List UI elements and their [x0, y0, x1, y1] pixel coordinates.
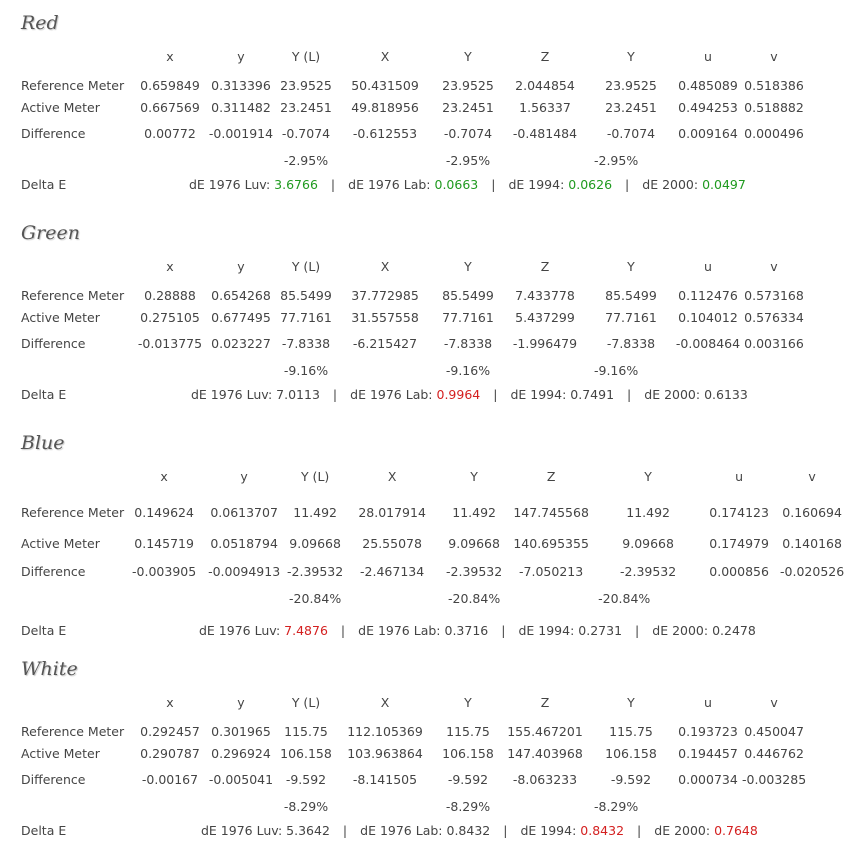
- percent-cell: -9.16%: [445, 362, 491, 378]
- value-cell: 106.158: [280, 745, 332, 761]
- percent-cell: [742, 359, 806, 381]
- column-header: X: [387, 468, 397, 484]
- delta-e-metric-label: dE 1976 Lab:: [358, 623, 441, 638]
- value-cell: 0.290787: [140, 745, 200, 761]
- row-label: [16, 149, 134, 171]
- value-cell: -1.996479: [512, 336, 578, 351]
- column-header: y: [240, 468, 248, 484]
- separator: |: [625, 177, 630, 192]
- delta-e-row: [21, 387, 748, 402]
- column-header: X: [380, 258, 390, 274]
- column-header: y: [237, 258, 245, 274]
- value-cell: 85.5499: [442, 287, 494, 303]
- column-header: y: [237, 694, 245, 710]
- delta-e-metric-value: 0.8432: [580, 823, 625, 838]
- percent-cell: -8.29%: [594, 798, 639, 814]
- percent-cell: -2.95%: [445, 152, 491, 168]
- value-cell: 85.5499: [605, 287, 657, 303]
- value-cell: 0.292457: [140, 723, 200, 739]
- row-label: Reference Meter: [21, 77, 125, 93]
- value-cell: -2.467134: [360, 564, 425, 579]
- value-cell: 0.174123: [709, 504, 769, 520]
- active-row: [16, 96, 806, 118]
- column-header: Y (L): [300, 468, 330, 484]
- separator: |: [330, 177, 336, 192]
- percent-row: [16, 795, 806, 817]
- value-cell: 0.0613707: [210, 504, 278, 520]
- percent-cell: -2.95%: [283, 152, 329, 168]
- delta-e-metric-value: 0.2478: [712, 623, 756, 638]
- delta-e-metric-value: 0.0497: [702, 177, 746, 192]
- separator: |: [503, 823, 508, 838]
- section-title: Blue: [21, 432, 65, 454]
- value-cell: 23.9525: [280, 77, 332, 93]
- row-label: Active Meter: [21, 99, 100, 115]
- percent-row: [16, 149, 806, 171]
- value-cell: -0.003285: [742, 772, 807, 787]
- column-header: x: [166, 48, 174, 64]
- value-cell: 0.296924: [211, 745, 271, 761]
- delta-e-metric-label: dE 1994:: [510, 387, 567, 402]
- separator: |: [501, 623, 506, 638]
- value-cell: -0.001914: [208, 126, 274, 141]
- value-cell: 115.75: [446, 723, 490, 739]
- section-title: Green: [21, 222, 80, 244]
- column-header: u: [704, 48, 712, 64]
- percent-cell: [502, 149, 588, 171]
- value-cell: -2.39532: [620, 564, 677, 579]
- value-cell: -0.005041: [208, 772, 274, 787]
- column-header: x: [166, 694, 174, 710]
- column-header: X: [380, 694, 390, 710]
- value-cell: -9.592: [285, 772, 327, 787]
- column-header: Y: [644, 468, 652, 484]
- percent-cell: [502, 359, 588, 381]
- column-header: u: [704, 258, 712, 274]
- delta-e-metric-value: 0.7491: [570, 387, 615, 402]
- row-label: [16, 587, 124, 609]
- value-cell: -0.7074: [281, 126, 331, 141]
- value-cell: -0.020526: [780, 564, 845, 579]
- value-cell: -0.7074: [606, 126, 656, 141]
- value-cell: 0.000496: [744, 126, 804, 141]
- column-header: Y: [470, 468, 478, 484]
- column-header: Z: [540, 694, 550, 710]
- value-cell: 0.576334: [744, 309, 804, 325]
- value-cell: 7.433778: [515, 287, 575, 303]
- delta-e-values: [199, 623, 756, 638]
- percent-cell: [206, 149, 276, 171]
- value-cell: 0.174979: [709, 535, 769, 551]
- delta-e-values: [189, 177, 746, 192]
- delta-e-metric-value: 0.8432: [446, 823, 491, 838]
- percent-cell: -20.84%: [448, 590, 501, 606]
- active-row: [16, 306, 806, 328]
- column-header: y: [237, 48, 245, 64]
- value-cell: 11.492: [452, 504, 496, 520]
- value-cell: 25.55078: [362, 535, 422, 551]
- delta-e-metric-label: dE 2000:: [654, 823, 711, 838]
- value-cell: -0.0094913: [208, 564, 281, 579]
- separator: |: [332, 387, 338, 402]
- percent-cell: [704, 587, 774, 609]
- value-cell: 77.7161: [442, 309, 494, 325]
- delta-e-row: [21, 177, 746, 192]
- value-cell: -0.008464: [675, 336, 741, 351]
- delta-e-metric-value: 7.0113: [276, 387, 320, 402]
- value-cell: 49.818956: [351, 99, 419, 115]
- delta-e-row: [21, 623, 756, 638]
- row-label: [16, 458, 124, 494]
- metrics-table: [16, 248, 806, 381]
- delta-e-label: Delta E: [21, 177, 67, 192]
- row-label: Difference: [21, 564, 86, 579]
- delta-e-metric-value: 0.0663: [434, 177, 479, 192]
- percent-cell: [134, 795, 206, 817]
- percent-cell: [674, 795, 742, 817]
- value-cell: 0.518882: [744, 99, 804, 115]
- column-header: Y (L): [291, 694, 321, 710]
- value-cell: 115.75: [609, 723, 653, 739]
- value-cell: 0.485089: [678, 77, 738, 93]
- difference-row: [16, 764, 806, 795]
- value-cell: 0.000734: [678, 772, 738, 787]
- value-cell: 0.677495: [211, 309, 271, 325]
- metrics-table: [16, 38, 806, 171]
- value-cell: 28.017914: [358, 504, 426, 520]
- row-label: Difference: [21, 772, 86, 787]
- value-cell: 0.160694: [782, 504, 842, 520]
- percent-cell: [204, 587, 284, 609]
- column-header: x: [166, 258, 174, 274]
- delta-e-metric-label: dE 1994:: [520, 823, 577, 838]
- value-cell: 23.2451: [280, 99, 332, 115]
- value-cell: 23.2451: [605, 99, 657, 115]
- value-cell: 77.7161: [605, 309, 657, 325]
- metrics-table: [16, 458, 850, 609]
- delta-e-metric-value: 3.6766: [274, 177, 318, 192]
- value-cell: 0.311482: [211, 99, 271, 115]
- section-title: White: [21, 658, 78, 680]
- delta-e-metric-value: 0.2731: [578, 623, 623, 638]
- percent-cell: [124, 587, 204, 609]
- value-cell: 77.7161: [280, 309, 332, 325]
- value-cell: 0.0518794: [210, 535, 278, 551]
- value-cell: 1.56337: [519, 99, 571, 115]
- value-cell: 23.9525: [442, 77, 494, 93]
- column-header: Z: [540, 48, 550, 64]
- value-cell: 112.105369: [347, 723, 423, 739]
- row-label: [16, 359, 134, 381]
- header-row: [16, 248, 806, 284]
- delta-e-metric-label: dE 1994:: [508, 177, 565, 192]
- value-cell: 0.275105: [140, 309, 200, 325]
- value-cell: -0.003905: [132, 564, 197, 579]
- column-header: Y: [464, 258, 472, 274]
- value-cell: 0.28888: [144, 287, 196, 303]
- difference-row: [16, 118, 806, 149]
- value-cell: 0.573168: [744, 287, 804, 303]
- value-cell: -0.013775: [137, 336, 203, 351]
- row-label: Active Meter: [21, 309, 100, 325]
- value-cell: 0.145719: [134, 535, 194, 551]
- reference-row: [16, 74, 806, 96]
- column-header: v: [808, 468, 816, 484]
- value-cell: -2.39532: [446, 564, 503, 579]
- column-header: Y: [627, 694, 635, 710]
- value-cell: 147.745568: [513, 504, 589, 520]
- column-header: x: [160, 468, 168, 484]
- delta-e-metric-label: dE 1976 Luv:: [199, 623, 281, 638]
- metrics-table: [16, 684, 806, 817]
- percent-cell: [502, 795, 588, 817]
- percent-cell: -9.16%: [594, 362, 639, 378]
- percent-cell: -20.84%: [289, 590, 342, 606]
- column-header: Y (L): [291, 258, 321, 274]
- percent-cell: [206, 359, 276, 381]
- column-header: u: [704, 694, 712, 710]
- value-cell: 0.494253: [678, 99, 738, 115]
- delta-e-metric-label: dE 1976 Lab:: [348, 177, 431, 192]
- separator: |: [493, 387, 498, 402]
- delta-e-metric-label: dE 1976 Luv:: [189, 177, 271, 192]
- row-label: Reference Meter: [21, 287, 125, 303]
- value-cell: 2.044854: [515, 77, 575, 93]
- percent-cell: -2.95%: [594, 152, 639, 168]
- header-row: [16, 684, 806, 720]
- value-cell: 0.659849: [140, 77, 200, 93]
- percent-cell: [134, 359, 206, 381]
- row-label: Reference Meter: [21, 723, 125, 739]
- percent-row: [16, 359, 806, 381]
- value-cell: 0.301965: [211, 723, 271, 739]
- value-cell: 0.112476: [678, 287, 738, 303]
- row-label: Active Meter: [21, 745, 100, 761]
- row-label: Difference: [21, 126, 86, 141]
- row-label: Active Meter: [21, 535, 100, 551]
- value-cell: 23.2451: [442, 99, 494, 115]
- delta-e-metric-value: 7.4876: [284, 623, 328, 638]
- delta-e-metric-value: 0.6133: [704, 387, 748, 402]
- value-cell: -7.8338: [606, 336, 656, 351]
- percent-cell: -9.16%: [283, 362, 329, 378]
- column-header: v: [770, 48, 778, 64]
- value-cell: 0.313396: [211, 77, 271, 93]
- delta-e-metric-value: 0.9964: [436, 387, 481, 402]
- difference-row: [16, 328, 806, 359]
- value-cell: 0.149624: [134, 504, 194, 520]
- delta-e-metric-label: dE 1976 Luv:: [201, 823, 283, 838]
- reference-row: [16, 720, 806, 742]
- row-label: Difference: [21, 336, 86, 351]
- percent-row: [16, 587, 850, 609]
- delta-e-label: Delta E: [21, 623, 67, 638]
- column-header: X: [380, 48, 390, 64]
- separator: |: [342, 823, 348, 838]
- value-cell: 103.963864: [347, 745, 423, 761]
- value-cell: 155.467201: [507, 723, 583, 739]
- percent-cell: [336, 795, 434, 817]
- delta-e-metric-value: 5.3642: [286, 823, 330, 838]
- value-cell: 147.403968: [507, 745, 583, 761]
- value-cell: 9.09668: [448, 535, 500, 551]
- percent-cell: -20.84%: [598, 590, 651, 606]
- column-header: Y: [464, 694, 472, 710]
- percent-cell: [742, 795, 806, 817]
- value-cell: 5.437299: [515, 309, 575, 325]
- percent-cell: -8.29%: [283, 798, 329, 814]
- delta-e-row: [21, 823, 758, 838]
- value-cell: 9.09668: [622, 535, 674, 551]
- percent-cell: [774, 587, 850, 609]
- column-header: v: [770, 694, 778, 710]
- separator: |: [637, 823, 642, 838]
- value-cell: 9.09668: [289, 535, 341, 551]
- delta-e-metric-value: 0.3716: [444, 623, 489, 638]
- delta-e-metric-value: 0.7648: [714, 823, 758, 838]
- delta-e-metric-label: dE 1994:: [518, 623, 575, 638]
- percent-cell: [742, 149, 806, 171]
- separator: |: [627, 387, 632, 402]
- value-cell: 31.557558: [351, 309, 419, 325]
- value-cell: 106.158: [605, 745, 657, 761]
- row-label: [16, 795, 134, 817]
- delta-e-metric-label: dE 2000:: [644, 387, 701, 402]
- value-cell: -6.215427: [352, 336, 418, 351]
- value-cell: 11.492: [293, 504, 337, 520]
- value-cell: 0.667569: [140, 99, 200, 115]
- percent-cell: [346, 587, 438, 609]
- delta-e-metric-label: dE 2000:: [642, 177, 699, 192]
- value-cell: 0.194457: [678, 745, 738, 761]
- value-cell: 115.75: [284, 723, 328, 739]
- value-cell: 0.023227: [211, 336, 271, 351]
- column-header: Y: [464, 48, 472, 64]
- reference-row: [16, 494, 850, 530]
- difference-row: [16, 556, 850, 587]
- value-cell: 11.492: [626, 504, 670, 520]
- delta-e-metric-label: dE 1976 Luv:: [191, 387, 273, 402]
- value-cell: 0.446762: [744, 745, 804, 761]
- percent-cell: -8.29%: [445, 798, 491, 814]
- column-header: u: [735, 468, 744, 484]
- percent-cell: [134, 149, 206, 171]
- value-cell: 85.5499: [280, 287, 332, 303]
- percent-cell: [206, 795, 276, 817]
- value-cell: 106.158: [442, 745, 494, 761]
- delta-e-metric-label: dE 1976 Lab:: [350, 387, 433, 402]
- percent-cell: [674, 149, 742, 171]
- active-row: [16, 530, 850, 556]
- row-label: [16, 38, 134, 74]
- header-row: [16, 458, 850, 494]
- value-cell: 0.00772: [144, 126, 196, 141]
- value-cell: 140.695355: [513, 535, 589, 551]
- value-cell: -2.39532: [287, 564, 344, 579]
- column-header: Z: [540, 258, 550, 274]
- value-cell: 0.518386: [744, 77, 804, 93]
- row-label: [16, 684, 134, 720]
- column-header: Z: [546, 468, 556, 484]
- delta-e-metric-label: dE 2000:: [652, 623, 709, 638]
- separator: |: [340, 623, 346, 638]
- column-header: Y: [627, 48, 635, 64]
- value-cell: 0.654268: [211, 287, 271, 303]
- value-cell: -8.063233: [512, 772, 578, 787]
- delta-e-metric-value: 0.0626: [568, 177, 613, 192]
- column-header: Y (L): [291, 48, 321, 64]
- value-cell: -7.8338: [443, 336, 493, 351]
- value-cell: -9.592: [610, 772, 652, 787]
- value-cell: -9.592: [447, 772, 489, 787]
- delta-e-values: [201, 823, 758, 838]
- row-label: Reference Meter: [21, 504, 125, 520]
- percent-cell: [336, 359, 434, 381]
- value-cell: -0.612553: [352, 126, 418, 141]
- value-cell: 37.772985: [351, 287, 419, 303]
- value-cell: -7.050213: [519, 564, 584, 579]
- reference-row: [16, 284, 806, 306]
- value-cell: 0.104012: [678, 309, 738, 325]
- section-title: Red: [21, 12, 59, 34]
- value-cell: -7.8338: [281, 336, 331, 351]
- percent-cell: [674, 359, 742, 381]
- delta-e-values: [191, 387, 748, 402]
- value-cell: -0.7074: [443, 126, 493, 141]
- delta-e-metric-label: dE 1976 Lab:: [360, 823, 443, 838]
- value-cell: 0.193723: [678, 723, 738, 739]
- value-cell: -0.481484: [512, 126, 578, 141]
- active-row: [16, 742, 806, 764]
- value-cell: -8.141505: [352, 772, 418, 787]
- value-cell: 23.9525: [605, 77, 657, 93]
- header-row: [16, 38, 806, 74]
- row-label: [16, 248, 134, 284]
- separator: |: [491, 177, 496, 192]
- value-cell: 0.009164: [678, 126, 738, 141]
- percent-cell: [336, 149, 434, 171]
- value-cell: -0.00167: [141, 772, 199, 787]
- separator: |: [635, 623, 640, 638]
- value-cell: 50.431509: [351, 77, 419, 93]
- value-cell: 0.450047: [744, 723, 804, 739]
- percent-cell: [510, 587, 592, 609]
- value-cell: 0.140168: [782, 535, 842, 551]
- column-header: v: [770, 258, 778, 274]
- value-cell: 0.003166: [744, 336, 804, 351]
- delta-e-label: Delta E: [21, 387, 67, 402]
- value-cell: 0.000856: [709, 564, 769, 579]
- column-header: Y: [627, 258, 635, 274]
- delta-e-label: Delta E: [21, 823, 67, 838]
